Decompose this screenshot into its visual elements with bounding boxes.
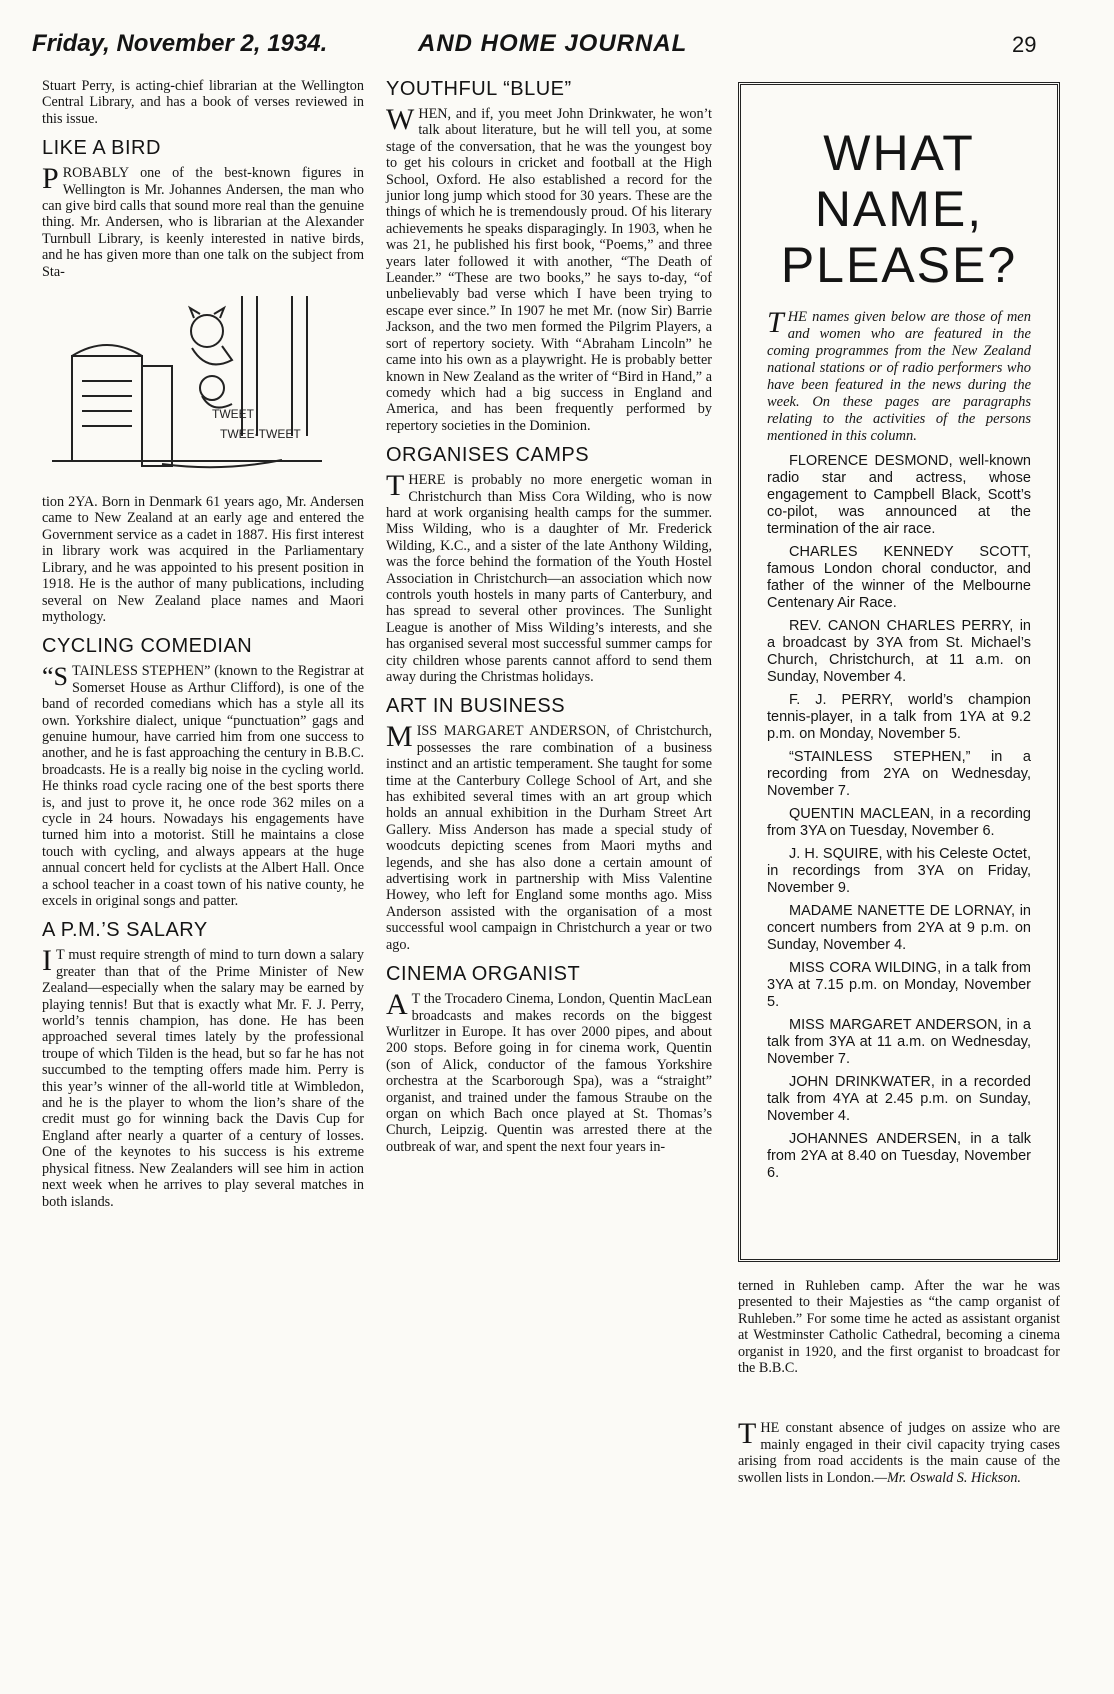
drop-cap: T [738,1417,757,1451]
article-art-in-business: MISS MARGARET ANDERSON, of Christchurch, possesses the rare combination of a business instinct and an artistic temperament. She taught for some time at the Canterbury College School of Art, and she has exhibited several times with an art group which holds an annual exhibition in the Durham Street Art Gallery. Miss Anderson has made a special study of woodcuts depicting scenes from Maori myths and legends, and she has also done a certain amount of advertising work in partnership with Miss Valentine Howey, who left for England some months ago. Miss Anderson assisted with the organisation of a most successful wool campaign in Christchurch a year or two ago. [386,720,712,953]
article-cinema-organist-continued: terned in Ruhleben camp. After the war he was presented to their Majesties as “the camp organist of Ruhleben.” For some time he acted as assistant organist at Westminster Catholic Cathedral, becoming a cinema organist in 1920, and the first organist to broadcast for the B.B.C. [738,1278,1060,1377]
page-number: 29 [1012,32,1037,57]
issue-date: Friday, November 2, 1934. [32,30,328,57]
heading-youthful-blue: YOUTHFUL “BLUE” [386,78,572,100]
quote-author: —Mr. Oswald S. Hickson. [874,1469,1021,1486]
heading-cinema-organist: CINEMA ORGANIST [386,963,581,986]
article-youthful-blue: WHEN, and if, you meet John Drinkwater, he won’t talk about literature, but he will tell you, at some stage of the conversation, that he was the youngest boy to get his colours in cricket and football at the High School, Oxford. He also established a record for the junior long jump which stood for 30 years. These are the things of which he is tremendously proud. Of his literary achievements he speaks disparagingly. In 1903, when he was 21, he published his first book, “Poems,” and three years later followed it with another, “The Death of Leander.” “These are two books,” he says to-day, “of unbelievably bad verse which I have been trying to escape ever since.” In 1907 he met Mr. (now Sir) Barrie Jackson, and the two men formed the Pilgrim Players, a sort of repertory society. With “Abraham Lincoln” he came into his own as a playwright. He is probably better known in New Zealand as the writer of “Bird in Hand,” a comedy which had a big success in England and America, and has been frequently performed by repertory societies in the Dominion. [386,103,712,434]
box-entry: J. H. SQUIRE, with his Celeste Octet, in recordings from 3YA on Friday, November 9. [767,846,1031,896]
article-cycling-comedian: “STAINLESS STEPHEN” (known to the Registrar at Somerset House as Arthur Clifford), is one of the band of recorded comedians which has a style all its own. Yorkshire dialect, unique “punctuation” gags and genuine humour, have carried him from one success to another, and he is fast approaching the century in B.B.C. broadcasts. He is a really big noise in the cycling world. He thinks road cycle racing one of the best sports there is, and just to prove it, he once rode 362 miles on a cycle in 24 hours. Nowadays his engagements have turned him into a motorist. Still he maintains a close touch with cycling, and always appears at the huge annual concert held for cyclists at the Albert Hall. Once a school teacher in a coast town of his native county, he excels in original songs and patter. [42,662,364,909]
box-entry: REV. CANON CHARLES PERRY, in a broadcast by 3YA from St. Michael’s Church, Christchurch, at 11 a.m. on Sunday, November 4. [767,618,1031,685]
article-pm-salary: I T must require strength of mind to turn down a salary greater than that of the Prime Minister of New Zealand—especially when the salary may be earned by playing tennis! But that is exactly what Mr. F. J. Perry, world’s tennis champion, has done. He has been approached several times lately by the professional troupe of which Tilden is the head, but so far he has not succumbed to the tempting offers made him. Perry is this year’s winner of the all-world title at Wimbledon, and he is the player to whom the lion’s share of the credit must go for winning back the Davis Cup for England after nearly a quarter of a century of losses. One of the keynotes to his success is his extreme physical fitness. New Zealanders will see him in action next week when he arrives to play several matches in both islands. [42,944,364,1210]
heading-like-a-bird: LIKE A BIRD [42,137,161,160]
drop-cap: T [386,469,405,503]
box-entry: MISS MARGARET ANDERSON, in a talk from 3YA at 11 a.m. on Wednesday, November 7. [767,1017,1031,1067]
box-entry: “STAINLESS STEPHEN,” in a recording from 2YA on Wednesday, November 7. [767,749,1031,799]
box-entry: QUENTIN MACLEAN, in a recording from 3YA on Tuesday, November 6. [767,806,1031,839]
drop-cap: I [42,944,52,978]
intro-paragraph: Stuart Perry, is acting-chief librarian at the Wellington Central Library, and has a book of verses reviewed in this issue. [42,78,364,127]
box-title: WHAT NAME, PLEASE? [780,125,1018,293]
box-entry: MISS CORA WILDING, in a talk from 3YA at 7.15 p.m. on Monday, November 5. [767,960,1031,1010]
box-entry: FLORENCE DESMOND, well-known radio star and actress, whose engagement to Campbell Black, Scott’s co-pilot, was announced at the termination of the air race. [767,453,1031,537]
drop-cap: T [767,306,784,339]
article-organises-camps: THERE is probably no more energetic woman in Christchurch than Miss Cora Wilding, who is now hard at work organising health camps for the summer. Miss Wilding, who is a daughter of Mr. Frederick Wilding, K.C., and a sister of the late Anthony Wilding, was the force behind the formation of the Youth Hostel Association in Christchurch—an association which now controls youth hostels in many parts of Canterbury, and has spread to several other provinces. The Sunlight League is another of Miss Wilding’s interests, and she has organised several most successful summer camps for city children whose parents cannot afford to send them away during the Christmas holidays. [386,469,712,685]
heading-pm-salary: A P.M.’S SALARY [42,919,208,942]
box-entry: CHARLES KENNEDY SCOTT, famous London choral conductor, and father of the winner of the Melbourne Centenary Air Race. [767,544,1031,611]
heading-cycling-comedian: CYCLING COMEDIAN [42,635,253,658]
heading-organises-camps: ORGANISES CAMPS [386,444,590,467]
column-3-bottom [738,1278,1060,1490]
article-like-a-bird-p1: PROBABLY one of the best-known figures in Wellington is Mr. Johannes Andersen, the man who can give bird calls that sound more real than the genuine thing. Mr. Andersen, who is librarian at the Alexander Turnbull Library, is keenly interested in native birds, and he has given more than one talk on the subject from Sta- [42,162,364,280]
what-name-please-box [738,82,1060,1262]
illustration-caption-tweet: TWEET [212,407,254,422]
column-2 [386,78,712,1159]
box-entry: JOHN DRINKWATER, in a recorded talk from 4YA at 2.45 p.m. on Sunday, November 4. [767,1074,1031,1124]
box-entry: MADAME NANETTE DE LORNAY, in concert numbers from 2YA at 9 p.m. on Sunday, November 4. [767,903,1031,953]
drop-cap: P [42,162,59,196]
box-intro: THE names given below are those of men and women who are featured in the coming programmes from the New Zealand national stations or of radio performers who have been featured in the news during the week. On these pages are paragraphs relating to the activities of the persons mentioned in this column. [767,306,1031,444]
drop-cap: A [386,988,408,1022]
box-entry: JOHANNES ANDERSEN, in a talk from 2YA at 8.40 on Tuesday, November 6. [767,1131,1031,1181]
article-cinema-organist: A T the Trocadero Cinema, London, Quentin MacLean broadcasts and makes records on the biggest Wurlitzer in Europe. It has over 2000 pipes, and about 200 stops. Before going in for cinema work, Quentin (son of Alick, conductor of the famous Yorkshire orchestra at the Scarborough Spa), was a “straight” organist, and trained under the famous Straube on the organ on which Bach once played at St. Thomas’s Church, Leipzig. Quentin was arrested there at the outbreak of war, and spent the next four years in- [386,988,712,1155]
article-like-a-bird-p2: tion 2YA. Born in Denmark 61 years ago, Mr. Andersen came to New Zealand at an early age and entered the Government service as a cadet in 1887. His first interest in library work was acquired in the Parliamentary Library, and he was appointed to his present position in 1918. He is the author of many publications, including several on New Zealand place names and Maori mythology. [42,494,364,625]
pull-quote: THE constant absence of judges on assize who are mainly engaged in their civil capacity trying cases arising from road accidents is the main cause of the swollen lists in London.—Mr. Oswald S. Hickson. [738,1417,1060,1486]
illustration-caption-twee-tweet: TWEE-TWEET [220,427,301,442]
heading-art-in-business: ART IN BUSINESS [386,695,566,718]
drop-cap: M [386,720,413,754]
column-1 [42,78,364,1214]
radio-bird-illustration [42,286,332,484]
drop-cap: W [386,103,415,136]
publication-title: AND HOME JOURNAL [418,30,688,57]
drop-cap: “S [42,662,68,692]
box-entry: F. J. PERRY, world’s champion tennis-player, in a talk from 1YA at 9.2 p.m. on Monday, November 5. [767,692,1031,742]
